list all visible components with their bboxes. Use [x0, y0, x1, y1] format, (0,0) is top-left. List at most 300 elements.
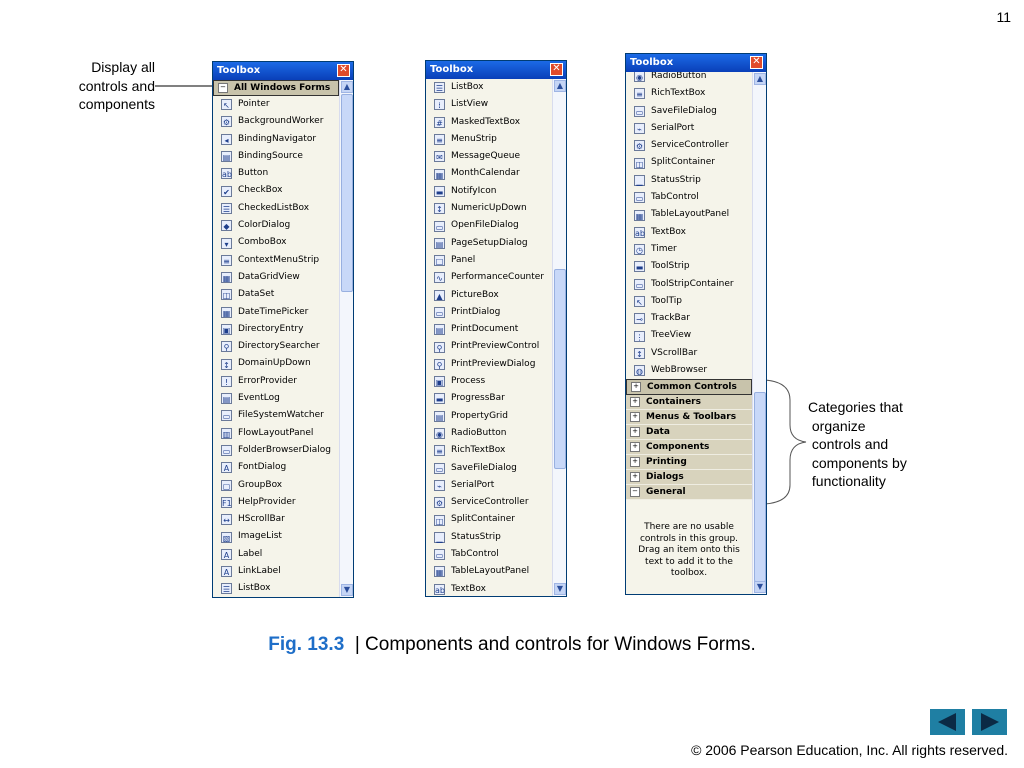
month-calendar-icon: ▦	[435, 170, 444, 180]
toolbox-item-label: Process	[451, 376, 486, 387]
save-file-dialog-icon: ▭	[435, 464, 444, 474]
toolbox-item[interactable]	[213, 200, 339, 217]
expand-icon[interactable]: +	[630, 472, 640, 482]
scroll-up-icon[interactable]: ▲	[554, 80, 566, 92]
context-menu-icon: ≡	[221, 255, 232, 266]
category-header-menus-toolbars[interactable]	[626, 410, 752, 425]
toolbox-item-label: MenuStrip	[451, 133, 497, 144]
toolbox-item[interactable]	[426, 148, 552, 165]
split-container-icon: ◫	[435, 516, 444, 526]
binding-source-icon: ▤	[222, 153, 231, 163]
toolbox-item[interactable]	[426, 563, 552, 580]
pointer-icon: ↖	[221, 99, 232, 110]
toolstrip-container-icon: ▭	[635, 280, 644, 290]
richtextbox-icon: ≡	[634, 88, 645, 99]
toolbox-item[interactable]	[626, 189, 752, 206]
serialport-icon: ⌁	[634, 123, 645, 134]
directory-entry-icon: ▣	[222, 326, 231, 335]
toolbox-item[interactable]	[426, 165, 552, 182]
scroll-up-icon[interactable]: ▲	[341, 81, 353, 93]
tabcontrol-icon: ▭	[435, 551, 444, 561]
listbox-icon: ☰	[435, 84, 444, 94]
toolbox-item-label: PropertyGrid	[451, 410, 508, 421]
toolbox-item-label: MessageQueue	[451, 151, 521, 162]
toolbox-item-label: ToolTip	[651, 295, 682, 306]
checked-listbox-icon: ☰	[222, 204, 231, 214]
tabcontrol-icon: ▭	[635, 194, 644, 204]
toolbox-item[interactable]	[213, 96, 339, 113]
table-layout-icon: ▦	[635, 211, 644, 221]
toolbox-item-label: Pointer	[238, 99, 270, 109]
category-header-components[interactable]	[626, 440, 752, 455]
toolbox-item[interactable]	[213, 511, 339, 528]
toolbox-item[interactable]	[426, 321, 552, 338]
toolbox-item-label: SplitContainer	[451, 514, 515, 525]
toolbox-list	[213, 80, 339, 597]
toolbox-item-label: ToolStripContainer	[651, 278, 734, 289]
callout-line: Categories that	[808, 399, 903, 415]
toolbox-item-label: RadioButton	[651, 72, 707, 81]
toolbox-item-label: ServiceController	[651, 140, 729, 151]
linklabel-icon: A	[221, 566, 232, 577]
binding-navigator-icon: ◂	[221, 134, 232, 145]
toolbox-item-label: GroupBox	[238, 479, 283, 490]
toolbox-item[interactable]	[213, 494, 339, 511]
groupbox-icon: ▢	[222, 481, 231, 491]
toolbox-item[interactable]	[426, 390, 552, 407]
toolbox-item[interactable]	[426, 252, 552, 269]
bracket-right	[765, 380, 806, 504]
expand-icon[interactable]: +	[630, 442, 640, 452]
toolbox-item-label: NotifyIcon	[451, 185, 497, 196]
toolbox-item[interactable]	[426, 79, 552, 96]
imagelist-icon: ▧	[222, 533, 231, 543]
toolbox-item[interactable]	[626, 103, 752, 120]
toolbox-title: Toolbox	[430, 64, 474, 75]
toolbox-item-label: SaveFileDialog	[651, 105, 717, 116]
callout-line: functionality	[808, 473, 886, 489]
category-list	[626, 379, 752, 500]
toolbox-item[interactable]	[426, 425, 552, 442]
dataset-icon: ◫	[222, 291, 231, 301]
toolbox-item[interactable]	[426, 529, 552, 546]
toolbox-item-label: TextBox	[651, 226, 686, 237]
toolbox-item[interactable]	[213, 528, 339, 545]
toolbox-item-label: SplitContainer	[651, 157, 715, 168]
color-dialog-icon: ◆	[221, 220, 232, 231]
listbox-icon: ☰	[222, 585, 231, 595]
copyright-footer: © 2006 Pearson Education, Inc. All rights reserved.	[691, 742, 1008, 758]
print-preview-dialog-icon: ⚲	[434, 359, 445, 370]
toolbox-item[interactable]	[426, 96, 552, 113]
toolbox-item[interactable]	[213, 113, 339, 130]
webbrowser-icon: ◍	[634, 365, 645, 376]
toolbox-item-label: BindingNavigator	[238, 133, 317, 144]
datetimepicker-icon: ▦	[222, 308, 231, 318]
toolbox-item[interactable]	[626, 72, 752, 85]
flowlayout-icon: ▥	[222, 429, 231, 439]
status-strip-icon: ▁	[434, 532, 445, 543]
toolbox-item[interactable]	[213, 373, 339, 390]
toolbox-title: Toolbox	[217, 65, 261, 76]
textbox-icon: ab	[635, 228, 645, 238]
toolbox-item-label: StatusStrip	[451, 531, 501, 542]
toolbox-item[interactable]	[426, 356, 552, 373]
category-header-general[interactable]	[626, 485, 752, 500]
toolbox-item[interactable]	[213, 286, 339, 303]
domain-updown-icon: ↕	[221, 359, 232, 370]
expand-icon[interactable]: +	[631, 382, 641, 392]
toolbox-item[interactable]	[426, 494, 552, 511]
expand-icon[interactable]: +	[630, 427, 640, 437]
category-header-label: All Windows Forms	[234, 83, 331, 93]
panel-icon: □	[435, 257, 444, 267]
toolbox-item-label: ListView	[451, 99, 489, 110]
toolbox-item[interactable]	[426, 546, 552, 563]
close-icon[interactable]: ✕	[337, 64, 350, 77]
toolbox-item[interactable]	[213, 390, 339, 407]
toolbox-item[interactable]	[213, 477, 339, 494]
callout-line: controls and	[808, 436, 889, 452]
toolbox-item-label: SerialPort	[651, 122, 695, 133]
toolbox-panel-scrolled	[425, 60, 567, 597]
eventlog-icon: ▤	[222, 395, 231, 405]
toolbox-item[interactable]	[426, 373, 552, 390]
toolbox-list	[426, 79, 552, 596]
radio-button-icon: ◉	[434, 428, 445, 439]
tooltip-icon: ↖	[634, 296, 645, 307]
toolbox-item[interactable]	[426, 235, 552, 252]
picturebox-icon: ▲	[434, 290, 445, 301]
toolbox-item-label: PrintPreviewControl	[451, 341, 540, 352]
toolbox-item-label: ColorDialog	[238, 220, 291, 231]
toolbox-item-label: BackgroundWorker	[238, 116, 324, 127]
category-header-label: Dialogs	[646, 472, 684, 483]
directory-searcher-icon: ⚲	[221, 341, 232, 352]
vertical-scrollbar[interactable]	[752, 72, 766, 594]
empty-group-note: There are no usable controls in this group. Drag an item onto this text to add it to the toolbox.	[638, 522, 740, 579]
toolbox-item-label: NumericUpDown	[451, 203, 527, 214]
toolbox-item-label: DirectoryEntry	[238, 323, 304, 334]
toolbox-item-label: TextBox	[451, 583, 486, 594]
toolbox-item[interactable]	[626, 224, 752, 241]
toolbox-item-label: DirectorySearcher	[238, 341, 320, 352]
category-header-label: Common Controls	[647, 382, 737, 393]
prev-slide-button[interactable]	[930, 709, 965, 735]
toolbox-item-label: FlowLayoutPanel	[238, 427, 314, 438]
category-header-common-controls[interactable]	[626, 379, 752, 395]
scrollbar-thumb[interactable]	[554, 269, 566, 469]
toolbox-item[interactable]	[213, 165, 339, 182]
combobox-icon: ▾	[221, 238, 232, 249]
property-grid-icon: ▤	[435, 412, 444, 422]
category-header-containers[interactable]	[626, 395, 752, 410]
toolbox-item[interactable]	[426, 200, 552, 217]
toolbox-item-label: ComboBox	[238, 237, 287, 248]
toolbox-item-label: TableLayoutPanel	[651, 209, 730, 220]
toolbox-item-label: TabControl	[451, 549, 499, 560]
process-icon: ▣	[435, 378, 444, 388]
toolbox-item-label: ListBox	[451, 82, 484, 92]
toolbox-item-label: ProgressBar	[451, 393, 505, 404]
radio-button-icon: ◉	[634, 72, 645, 82]
error-provider-icon: !	[221, 376, 232, 387]
toolbox-item-label: RichTextBox	[451, 445, 506, 456]
toolbox-item-label: LinkLabel	[238, 566, 281, 577]
toolbox-item[interactable]	[213, 580, 339, 597]
toolbox-item-label: DataSet	[238, 289, 275, 300]
toolbox-title: Toolbox	[630, 57, 674, 68]
toolbox-item-label: Panel	[451, 254, 476, 265]
toolbox-item[interactable]	[626, 154, 752, 171]
toolbox-item[interactable]	[426, 460, 552, 477]
toolbox-item-label: VScrollBar	[651, 347, 698, 358]
toolbox-item[interactable]	[426, 304, 552, 321]
callout-line: organize	[808, 417, 866, 434]
callout-line: components	[78, 96, 155, 112]
toolbox-item-label: FontDialog	[238, 462, 287, 473]
toolbox-item[interactable]	[213, 217, 339, 234]
toolbox-item[interactable]	[213, 304, 339, 321]
category-header-printing[interactable]	[626, 455, 752, 470]
toolbox-item[interactable]	[626, 345, 752, 362]
service-controller-icon: ⚙	[435, 499, 444, 509]
toolbox-item[interactable]	[626, 85, 752, 102]
category-header-label: Containers	[646, 397, 701, 408]
print-dialog-icon: ▭	[435, 309, 444, 318]
close-icon[interactable]: ✕	[750, 56, 763, 69]
toolbox-item-label: ContextMenuStrip	[238, 254, 320, 265]
toolbox-item-label: ErrorProvider	[238, 375, 297, 386]
toolbox-panel-all-windows-forms	[212, 61, 354, 598]
service-controller-icon: ⚙	[635, 142, 644, 152]
textbox-icon: ab	[435, 585, 445, 595]
menustrip-icon: ≡	[434, 134, 445, 145]
table-layout-icon: ▦	[435, 568, 444, 578]
toolbox-item[interactable]	[213, 442, 339, 459]
toolbox-item[interactable]	[426, 131, 552, 148]
split-container-icon: ◫	[635, 159, 644, 169]
page-setup-icon: ▤	[435, 239, 444, 249]
print-document-icon: ▤	[435, 326, 444, 336]
category-header-label: General	[646, 487, 686, 498]
toolbox-item[interactable]	[426, 338, 552, 355]
toolbox-item-label: Timer	[651, 243, 677, 254]
toolbox-item[interactable]	[213, 234, 339, 251]
toolbox-item[interactable]	[626, 293, 752, 310]
toolbox-titlebar	[626, 54, 766, 72]
expand-icon[interactable]: +	[630, 412, 640, 422]
richtextbox-icon: ≡	[434, 445, 445, 456]
category-header-label: Menus & Toolbars	[646, 412, 737, 423]
toolbox-item-label: EventLog	[238, 393, 280, 404]
toolbox-item[interactable]	[426, 442, 552, 459]
vertical-scrollbar[interactable]	[552, 79, 566, 596]
toolbox-item[interactable]	[426, 269, 552, 286]
toolbox-item[interactable]	[626, 241, 752, 258]
scrollbar-thumb[interactable]	[754, 392, 766, 582]
button-icon: ab	[222, 170, 232, 180]
treeview-icon: ⋮	[635, 332, 644, 342]
toolbox-item[interactable]	[213, 355, 339, 372]
toolbox-item-label: RichTextBox	[651, 88, 706, 99]
toolbox-item[interactable]	[626, 206, 752, 223]
toolbox-item-label: DomainUpDown	[238, 358, 311, 369]
toolbox-item[interactable]	[213, 269, 339, 286]
background-worker-icon: ⚙	[222, 118, 231, 128]
toolbox-item[interactable]	[213, 546, 339, 563]
vertical-scrollbar[interactable]	[339, 80, 353, 597]
category-header-all-windows-forms[interactable]	[213, 80, 339, 96]
numeric-updown-icon: ↕	[434, 203, 445, 214]
hscrollbar-icon: ↔	[221, 514, 232, 525]
toolbox-item-label: RadioButton	[451, 427, 507, 438]
print-preview-control-icon: ⚲	[434, 342, 445, 353]
next-slide-icon	[972, 709, 1007, 735]
toolstrip-icon: ▬	[635, 263, 644, 273]
toolbox-item[interactable]	[426, 511, 552, 528]
toolbox-item-label: DateTimePicker	[238, 306, 309, 317]
toolbox-item-label: MaskedTextBox	[451, 116, 521, 127]
toolbox-item-label: ImageList	[238, 531, 282, 542]
toolbox-item-label: SerialPort	[451, 479, 495, 490]
notify-icon: ▬	[435, 187, 444, 197]
toolbox-item-label: ListBox	[238, 583, 271, 594]
toolbox-item[interactable]	[626, 362, 752, 379]
collapse-icon[interactable]: −	[630, 487, 640, 497]
toolbox-item-label: CheckedListBox	[238, 202, 310, 213]
page-number: 11	[996, 9, 1011, 25]
scroll-up-icon[interactable]: ▲	[754, 73, 766, 85]
toolbox-item[interactable]	[426, 581, 552, 596]
callout-categories	[808, 398, 988, 491]
filesystem-watcher-icon: ▭	[222, 412, 231, 422]
toolbox-item[interactable]	[213, 563, 339, 580]
expand-icon[interactable]: +	[630, 397, 640, 407]
toolbox-item[interactable]	[426, 183, 552, 200]
toolbox-item[interactable]	[426, 477, 552, 494]
toolbox-panel-categories	[625, 53, 767, 595]
toolbox-item[interactable]	[213, 321, 339, 338]
performance-counter-icon: ∿	[434, 272, 445, 283]
listview-icon: ⁞	[434, 99, 445, 110]
toolbox-item[interactable]	[426, 217, 552, 234]
toolbox-item-label: PrintDialog	[451, 306, 501, 317]
toolbox-item-label: PictureBox	[451, 289, 499, 300]
toolbox-item-label: MonthCalendar	[451, 168, 520, 179]
toolbox-titlebar	[213, 62, 353, 80]
serialport-icon: ⌁	[434, 480, 445, 491]
toolbox-item[interactable]	[213, 425, 339, 442]
toolbox-item[interactable]	[213, 407, 339, 424]
scrollbar-thumb[interactable]	[341, 94, 353, 292]
toolbox-item-label: OpenFileDialog	[451, 220, 519, 231]
toolbox-item[interactable]	[213, 182, 339, 199]
toolbox-item-label: TabControl	[651, 192, 699, 203]
toolbox-item-label: TableLayoutPanel	[451, 566, 530, 577]
close-icon[interactable]: ✕	[550, 63, 563, 76]
toolbox-item-label: BindingSource	[238, 150, 303, 161]
toolbox-item[interactable]	[626, 258, 752, 275]
toolbox-item-label: SaveFileDialog	[451, 462, 517, 473]
category-header-label: Printing	[646, 457, 687, 468]
toolbox-item[interactable]	[213, 459, 339, 476]
scroll-down-icon[interactable]: ▼	[554, 583, 566, 595]
label-icon: A	[221, 549, 232, 560]
callout-line: controls and	[78, 77, 155, 94]
font-dialog-icon: A	[221, 462, 232, 473]
expand-icon[interactable]: +	[630, 457, 640, 467]
toolbox-item-label: Label	[238, 548, 263, 559]
toolbox-item[interactable]	[426, 408, 552, 425]
checkbox-icon: ✔	[221, 186, 232, 197]
collapse-icon[interactable]: −	[218, 83, 228, 93]
toolbox-item-label: TreeView	[651, 330, 692, 341]
toolbox-item[interactable]	[426, 114, 552, 131]
figure-caption-text: | Components and controls for Windows Forms.	[344, 634, 756, 655]
toolbox-item-label: PageSetupDialog	[451, 237, 528, 248]
vscrollbar-icon: ↕	[634, 348, 645, 359]
toolbox-item-label: DataGridView	[238, 271, 300, 282]
toolbox-item[interactable]	[213, 148, 339, 165]
datagridview-icon: ▦	[222, 274, 231, 284]
toolbox-item-label: FileSystemWatcher	[238, 410, 324, 421]
category-header-label: Data	[646, 427, 670, 438]
scroll-down-icon[interactable]: ▼	[341, 584, 353, 596]
toolbox-item-label: TrackBar	[651, 313, 690, 324]
toolbox-list	[626, 72, 752, 594]
scroll-down-icon[interactable]: ▼	[754, 581, 766, 593]
toolbox-item[interactable]	[426, 287, 552, 304]
masked-textbox-icon: #	[434, 117, 445, 128]
message-queue-icon: ✉	[434, 151, 445, 162]
toolbox-item-label: ToolStrip	[651, 261, 690, 272]
toolbox-item-label: WebBrowser	[651, 365, 708, 376]
toolbox-item-label: CheckBox	[238, 185, 283, 196]
callout-line: Display all	[91, 59, 155, 75]
prev-slide-icon	[930, 709, 965, 735]
toolbox-titlebar	[426, 61, 566, 79]
toolbox-item[interactable]	[626, 276, 752, 293]
next-slide-button[interactable]	[972, 709, 1007, 735]
toolbox-item[interactable]	[213, 338, 339, 355]
folder-browser-icon: ▭	[222, 447, 231, 457]
toolbox-item-label: HScrollBar	[238, 514, 285, 525]
help-provider-icon: F1	[222, 498, 232, 508]
toolbox-item[interactable]	[626, 120, 752, 137]
figure-number: Fig. 13.3	[268, 634, 345, 655]
toolbox-item[interactable]	[626, 172, 752, 189]
toolbox-item[interactable]	[626, 137, 752, 154]
category-header-data[interactable]	[626, 425, 752, 440]
toolbox-item[interactable]	[213, 252, 339, 269]
toolbox-item-label: HelpProvider	[238, 496, 296, 507]
toolbox-item-label: PrintDocument	[451, 324, 519, 335]
toolbox-item[interactable]	[213, 131, 339, 148]
toolbox-item[interactable]	[626, 310, 752, 327]
category-header-dialogs[interactable]	[626, 470, 752, 485]
toolbox-item-label: PrintPreviewDialog	[451, 358, 536, 369]
toolbox-item-label: PerformanceCounter	[451, 272, 544, 283]
callout-all-controls	[40, 58, 155, 114]
category-header-label: Components	[646, 442, 710, 453]
toolbox-item-label: FolderBrowserDialog	[238, 444, 331, 455]
toolbox-item-label: Button	[238, 168, 269, 179]
save-file-dialog-icon: ▭	[635, 107, 644, 117]
toolbox-item[interactable]	[626, 327, 752, 344]
status-strip-icon: ▁	[634, 175, 645, 186]
progressbar-icon: ▬	[435, 395, 444, 405]
